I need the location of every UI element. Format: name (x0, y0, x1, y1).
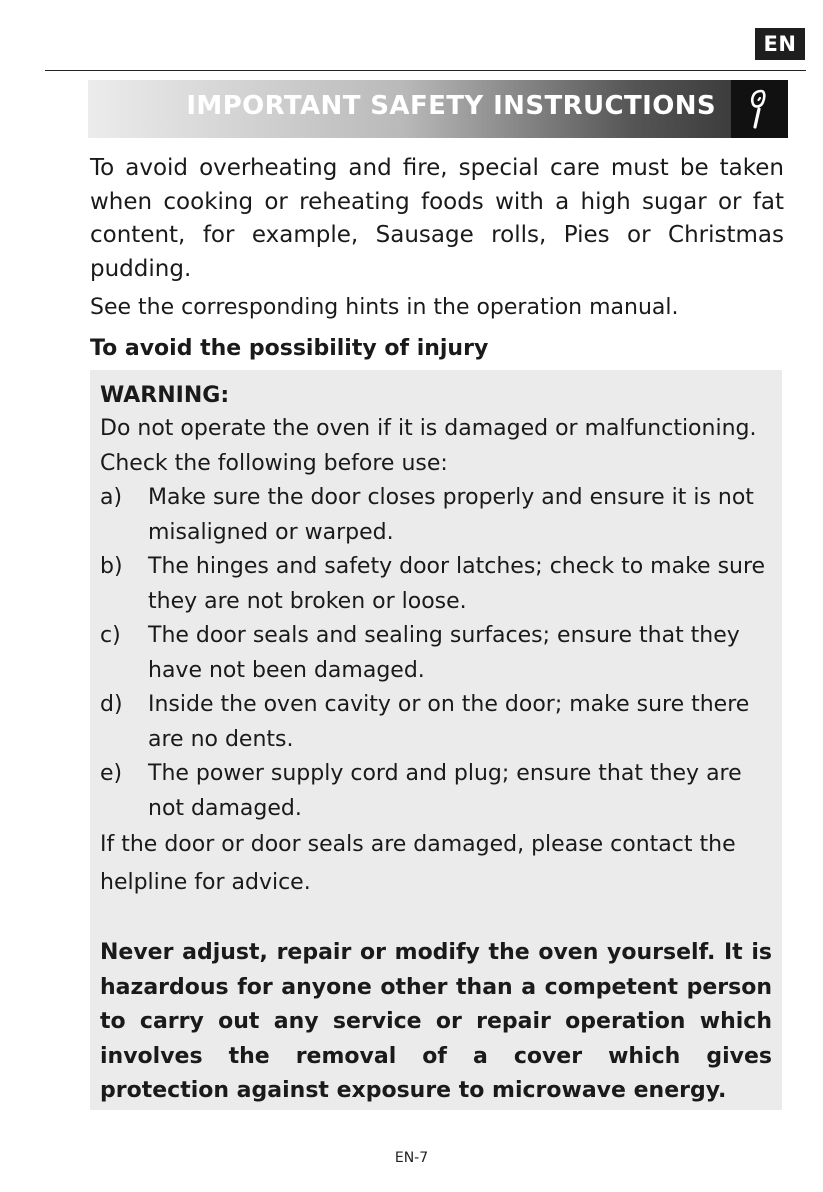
injury-subheading: To avoid the possibility of injury (90, 336, 489, 361)
list-marker: a) (100, 485, 123, 510)
list-item-text: The power supply cord and plug; ensure that they are not damaged. (148, 761, 742, 821)
list-marker: c) (100, 623, 121, 648)
header-divider (45, 70, 806, 71)
list-item-text: Make sure the door closes properly and ensure it is not misaligned or warped. (148, 485, 754, 545)
section-title: IMPORTANT SAFETY INSTRUCTIONS (186, 91, 716, 121)
intro-block (90, 152, 784, 286)
section-banner (88, 80, 788, 138)
info-icon (749, 89, 771, 129)
service-warning: Never adjust, repair or modify the oven yourself. It is hazardous for anyone other than a competent person to carry out any service or repair operation which involves the removal of a cover which gives protection against exposure to microwave energy. (100, 940, 772, 1103)
list-item (100, 619, 772, 688)
helpline-note: If the door or door seals are damaged, please contact the helpline for advice. (100, 832, 736, 895)
intro-paragraph: To avoid overheating and fire, special care must be taken when cooking or reheating foods with a high sugar or fat content, for example, Sausage rolls, Pies or Christmas pudding. (90, 155, 784, 282)
page-number: EN-7 (394, 1150, 429, 1166)
warning-lead: Do not operate the oven if it is damaged or malfunctioning. Check the following before use: (100, 416, 757, 476)
list-item (100, 757, 772, 826)
list-item-text: The door seals and sealing surfaces; ensure that they have not been damaged. (148, 623, 740, 683)
language-badge: EN (755, 28, 805, 60)
list-marker: e) (100, 761, 123, 786)
list-item-text: The hinges and safety door latches; check to make sure they are not broken or loose. (148, 554, 766, 614)
list-item (100, 481, 772, 550)
list-item (100, 550, 772, 619)
list-item (100, 688, 772, 757)
list-item-text: Inside the oven cavity or on the door; make sure there are no dents. (148, 692, 750, 752)
warning-box (90, 370, 782, 1110)
warning-title: WARNING: (100, 383, 230, 408)
list-marker: b) (100, 554, 123, 579)
see-hints-text: See the corresponding hints in the operation manual. (90, 295, 679, 320)
list-marker: d) (100, 692, 123, 717)
banner-icon-box (731, 80, 788, 138)
checklist (100, 481, 772, 826)
